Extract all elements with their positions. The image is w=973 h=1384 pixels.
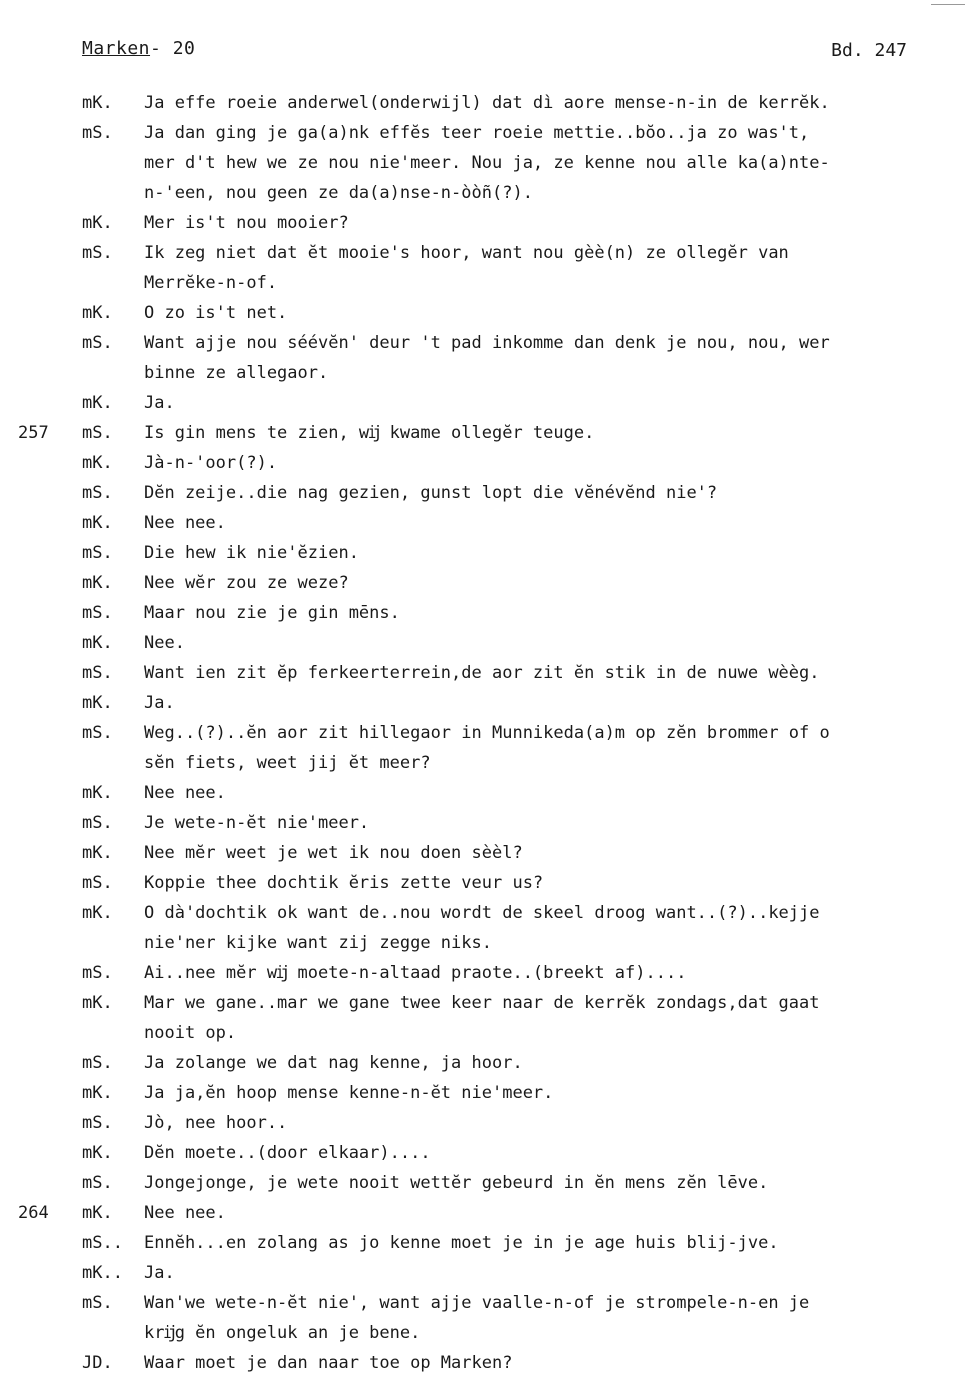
speaker-label: mK. xyxy=(82,783,113,803)
transcript-turn xyxy=(0,88,973,118)
speaker-label: mS. xyxy=(82,663,113,683)
transcript-turn xyxy=(0,478,973,508)
transcript-turn xyxy=(0,688,973,718)
speaker-label: mS. xyxy=(82,543,113,563)
utterance-text: Nee nee. xyxy=(144,513,226,533)
speaker-label: mK.. xyxy=(82,1263,123,1283)
speaker-label: mK. xyxy=(82,633,113,653)
transcript-turn xyxy=(0,598,973,628)
top-rule-mark xyxy=(931,4,965,5)
speaker-label: mK. xyxy=(82,453,113,473)
transcript-turn xyxy=(0,208,973,238)
utterance-text: Nee nee. xyxy=(144,783,226,803)
utterance-text: Nee mĕr weet je wet ik nou doen sèèl? xyxy=(144,843,523,863)
utterance-text: Weg..(?)..ĕn aor zit hillegaor in Munnikeda(a)m op zĕn brommer of o sĕn fiets, weet jij ĕt meer? xyxy=(144,723,830,773)
speaker-label: mS. xyxy=(82,963,113,983)
transcript-turn xyxy=(0,868,973,898)
speaker-label: mS. xyxy=(82,1293,113,1313)
utterance-text: Nee nee. xyxy=(144,1203,226,1223)
transcript-turn xyxy=(0,898,973,958)
utterance-text: Ja. xyxy=(144,1263,175,1283)
speaker-label: mK. xyxy=(82,1203,113,1223)
speaker-label: mS. xyxy=(82,483,113,503)
transcript-turn xyxy=(0,328,973,388)
transcript-turn xyxy=(0,1258,973,1288)
utterance-text: Die hew ik nie'ĕzien. xyxy=(144,543,359,563)
speaker-label: JD. xyxy=(82,1353,113,1373)
utterance-text: Ja effe roeie anderwel(onderwijl) dat dì aore mense-n-in de kerrĕk. xyxy=(144,93,830,113)
transcript-turn xyxy=(0,298,973,328)
speaker-label: mK. xyxy=(82,573,113,593)
transcript-turn xyxy=(0,1348,973,1378)
speaker-label: mK. xyxy=(82,393,113,413)
transcript-turn xyxy=(0,568,973,598)
utterance-text: Is gin mens te zien, wĳ kwame ollegĕr teuge. xyxy=(144,423,595,443)
utterance-text: Maar nou zie je gin mēns. xyxy=(144,603,400,623)
utterance-text: Ennĕh...en zolang as jo kenne moet je in je age huis blij-jve. xyxy=(144,1233,779,1253)
utterance-text: Ja. xyxy=(144,693,175,713)
transcript-turn xyxy=(0,778,973,808)
transcript-turn xyxy=(0,418,973,448)
speaker-label: mS. xyxy=(82,1173,113,1193)
header-title: Marken xyxy=(82,38,151,59)
speaker-label: mK. xyxy=(82,303,113,323)
utterance-text: O zo is't net. xyxy=(144,303,288,323)
transcript-turn xyxy=(0,838,973,868)
speaker-label: mK. xyxy=(82,903,113,923)
utterance-text: Dĕn moete..(door elkaar).... xyxy=(144,1143,431,1163)
transcript xyxy=(0,88,973,1378)
utterance-text: Ik zeg niet dat ĕt mooie's hoor, want nou gèè(n) ze ollegĕr van Merrĕke-n-of. xyxy=(144,243,789,293)
transcript-turn xyxy=(0,1198,973,1228)
transcript-turn xyxy=(0,1108,973,1138)
page-header-title xyxy=(82,38,195,59)
transcript-turn xyxy=(0,658,973,688)
transcript-turn xyxy=(0,1138,973,1168)
speaker-label: mK. xyxy=(82,1143,113,1163)
speaker-label: mK. xyxy=(82,1083,113,1103)
utterance-text: Wan'we wete-n-ĕt nie', want ajje vaalle-n-of je strompele-n-en je krĳg ĕn ongeluk an je bene. xyxy=(144,1293,810,1343)
utterance-text: Ja zolange we dat nag kenne, ja hoor. xyxy=(144,1053,523,1073)
speaker-label: mK. xyxy=(82,513,113,533)
utterance-text: Dĕn zeije..die nag gezien, gunst lopt die vĕnévĕnd nie'? xyxy=(144,483,718,503)
transcript-turn xyxy=(0,1078,973,1108)
speaker-label: mS. xyxy=(82,333,113,353)
transcript-turn xyxy=(0,538,973,568)
transcript-turn xyxy=(0,1168,973,1198)
utterance-text: Nee. xyxy=(144,633,185,653)
transcript-turn xyxy=(0,1288,973,1348)
utterance-text: Want ajje nou séévĕn' deur 't pad inkomme dan denk je nou, nou, wer binne ze allegaor. xyxy=(144,333,830,383)
speaker-label: mS. xyxy=(82,813,113,833)
speaker-label: mS. xyxy=(82,1053,113,1073)
utterance-text: Ja ja,ĕn hoop mense kenne-n-ĕt nie'meer. xyxy=(144,1083,554,1103)
speaker-label: mS.. xyxy=(82,1233,123,1253)
utterance-text: Koppie thee dochtik ĕris zette veur us? xyxy=(144,873,544,893)
utterance-text: Ja. xyxy=(144,393,175,413)
speaker-label: mK. xyxy=(82,93,113,113)
speaker-label: mS. xyxy=(82,873,113,893)
transcript-turn xyxy=(0,1228,973,1258)
speaker-label: mK. xyxy=(82,843,113,863)
utterance-text: Mar we gane..mar we gane twee keer naar de kerrĕk zondags,dat gaat nooit op. xyxy=(144,993,820,1043)
utterance-text: Want ien zit ĕp ferkeerterrein,de aor zit ĕn stik in de nuwe wèèg. xyxy=(144,663,820,683)
utterance-text: Ai..nee mĕr wĳ moete-n-altaad praote..(breekt af).... xyxy=(144,963,687,983)
speaker-label: mS. xyxy=(82,1113,113,1133)
utterance-text: Ja dan ging je ga(a)nk effĕs teer roeie mettie..bŏo..ja zo was't, mer d't hew we ze nou nie'meer. Nou ja, ze kenne nou alle ka(a)nte- n-'een, nou geen ze da(a)nse-n-ὸὸñ(?). xyxy=(144,123,830,203)
speaker-label: mS. xyxy=(82,243,113,263)
speaker-label: mS. xyxy=(82,723,113,743)
speaker-label: mK. xyxy=(82,693,113,713)
speaker-label: mK. xyxy=(82,213,113,233)
speaker-label: mS. xyxy=(82,603,113,623)
page-reference: Bd. 247 xyxy=(831,40,907,61)
line-number: 264 xyxy=(18,1203,49,1223)
line-number: 257 xyxy=(18,423,49,443)
speaker-label: mS. xyxy=(82,123,113,143)
transcript-turn xyxy=(0,118,973,208)
transcript-turn xyxy=(0,808,973,838)
utterance-text: O dà'dochtik ok want de..nou wordt de skeel droog want..(?)..kejje nie'ner kijke want zij zegge niks. xyxy=(144,903,820,953)
transcript-turn xyxy=(0,958,973,988)
utterance-text: Waar moet je dan naar toe op Marken? xyxy=(144,1353,513,1373)
utterance-text: Jà-n-'oor(?). xyxy=(144,453,278,473)
speaker-label: mS. xyxy=(82,423,113,443)
transcript-turn xyxy=(0,388,973,418)
utterance-text: Mer is't nou mooier? xyxy=(144,213,349,233)
header-section: - 20 xyxy=(150,38,196,59)
transcript-turn xyxy=(0,1048,973,1078)
utterance-text: Jongejonge, je wete nooit wettĕr gebeurd in ĕn mens zĕn lēve. xyxy=(144,1173,769,1193)
transcript-turn xyxy=(0,238,973,298)
utterance-text: Jò, nee hoor.. xyxy=(144,1113,288,1133)
transcript-turn xyxy=(0,718,973,778)
transcript-turn xyxy=(0,988,973,1048)
utterance-text: Nee wĕr zou ze weze? xyxy=(144,573,349,593)
speaker-label: mK. xyxy=(82,993,113,1013)
transcript-turn xyxy=(0,448,973,478)
utterance-text: Je wete-n-ĕt nie'meer. xyxy=(144,813,370,833)
transcript-turn xyxy=(0,508,973,538)
transcript-turn xyxy=(0,628,973,658)
